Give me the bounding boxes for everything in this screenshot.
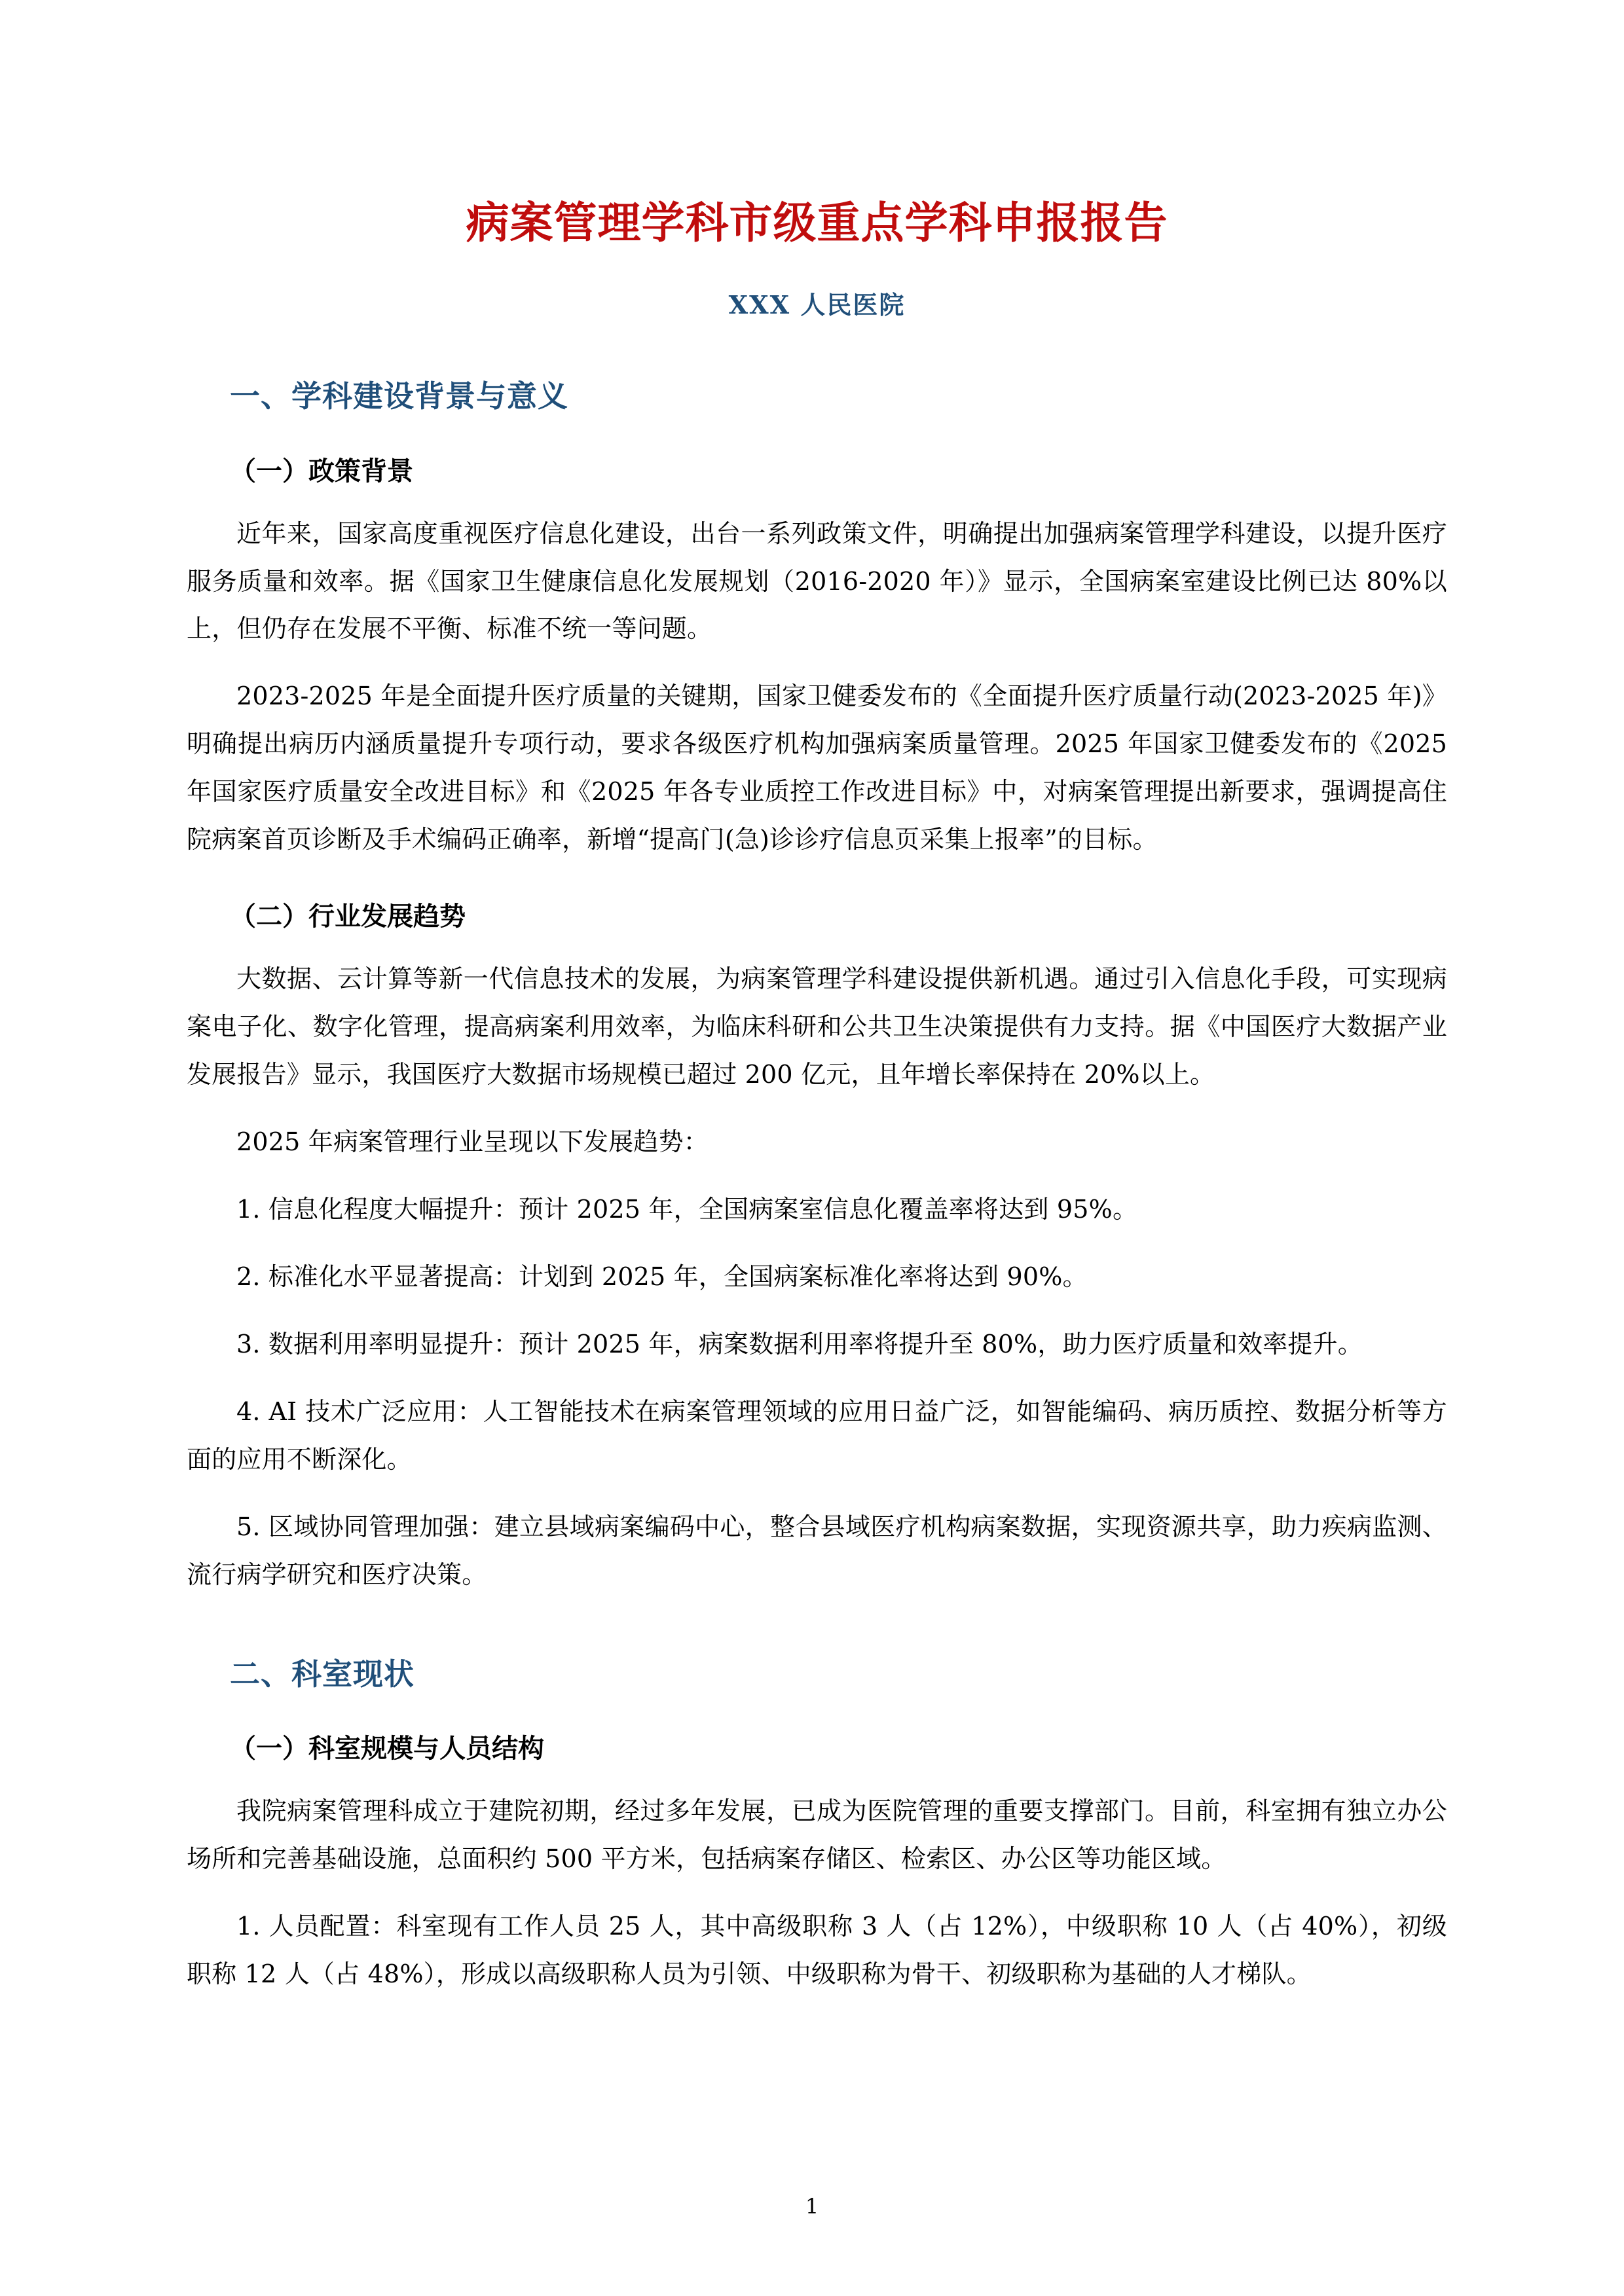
paragraph: 近年来，国家高度重视医疗信息化建设，出台一系列政策文件，明确提出加强病案管理学科建设，以提升医疗服务质量和效率。据《国家卫生健康信息化发展规划（2016-2020 年）》显示，全国病案室建设比例已达 80%以上，但仍存在发展不平衡、标准不统一等问题。	[187, 519, 1447, 644]
paragraph: 我院病案管理科成立于建院初期，经过多年发展，已成为医院管理的重要支撑部门。目前，科室拥有独立办公场所和完善基础设施，总面积约 500 平方米，包括病案存储区、检索区、办公区等功能区域。	[187, 1796, 1447, 1874]
list-item: 5. 区域协同管理加强：建立县域病案编码中心，整合县域医疗机构病案数据，实现资源共享，助力疾病监测、流行病学研究和医疗决策。	[187, 1512, 1447, 1589]
subsection-heading-2-1: （一）科室规模与人员结构	[230, 1733, 544, 1764]
subsection-heading-1-1: （一）政策背景	[230, 455, 413, 486]
page-title: 病案管理学科市级重点学科申报报告	[466, 198, 1168, 248]
paragraph: 大数据、云计算等新一代信息技术的发展，为病案管理学科建设提供新机遇。通过引入信息化手段，可实现病案电子化、数字化管理，提高病案利用效率，为临床科研和公共卫生决策提供有力支持。据《中国医疗大数据产业发展报告》显示，我国医疗大数据市场规模已超过 200 亿元，且年增长率保持在 20%以上。	[187, 964, 1447, 1089]
page-content-area	[187, 0, 1447, 1998]
section-heading-1: 一、学科建设背景与意义	[230, 378, 568, 414]
list-item: 1. 人员配置：科室现有工作人员 25 人，其中高级职称 3 人（占 12%），中级职称 10 人（占 40%），初级职称 12 人（占 48%），形成以高级职称人员为引领、中级职称为骨干、初级职称为基础的人才梯队。	[187, 1912, 1447, 1989]
section-heading-2: 二、科室现状	[230, 1656, 415, 1692]
paragraph: 2025 年病案管理行业呈现以下发展趋势：	[236, 1127, 709, 1157]
list-item: 1. 信息化程度大幅提升：预计 2025 年，全国病案室信息化覆盖率将达到 95%。	[236, 1195, 1138, 1224]
subsection-heading-1-2: （二）行业发展趋势	[230, 901, 466, 932]
list-item: 3. 数据利用率明显提升：预计 2025 年，病案数据利用率将提升至 80%，助力医疗质量和效率提升。	[236, 1329, 1363, 1358]
list-item: 2. 标准化水平显著提高：计划到 2025 年，全国病案标准化率将达到 90%。	[236, 1262, 1088, 1292]
page-number: 1	[805, 2194, 819, 2219]
paragraph: 2023-2025 年是全面提升医疗质量的关键期，国家卫健委发布的《全面提升医疗质量行动(2023-2025 年)》明确提出病历内涵质量提升专项行动，要求各级医疗机构加强病案质量管理。2025 年国家卫健委发布的《2025 年国家医疗质量安全改进目标》和《2025 年各专业质控工作改进目标》中，对病案管理提出新要求，强调提高住院病案首页诊断及手术编码正确率，新增“提高门(急)诊诊疗信息页采集上报率”的目标。	[187, 682, 1447, 854]
document-subtitle-organization: XXX 人民医院	[728, 289, 906, 319]
list-item: 4. AI 技术广泛应用：人工智能技术在病案管理领域的应用日益广泛，如智能编码、病历质控、数据分析等方面的应用不断深化。	[187, 1396, 1447, 1474]
